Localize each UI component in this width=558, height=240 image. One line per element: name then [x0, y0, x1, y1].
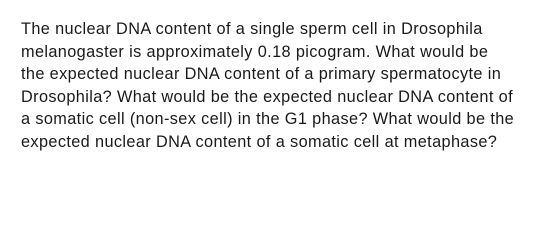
question-text	[21, 18, 545, 154]
question-line: the expected nuclear DNA content of a primary spermatocyte in	[21, 65, 502, 84]
question-line: melanogaster is approximately 0.18 picogram. What would be	[21, 42, 489, 61]
question-line: The nuclear DNA content of a single sperm cell in Drosophila	[21, 20, 483, 38]
question-line: expected nuclear DNA content of a somatic cell at metaphase?	[21, 132, 498, 151]
question-line: Drosophila? What would be the expected nuclear DNA content of	[21, 87, 513, 106]
question-line: a somatic cell (non-sex cell) in the G1 phase? What would be the	[21, 110, 515, 129]
